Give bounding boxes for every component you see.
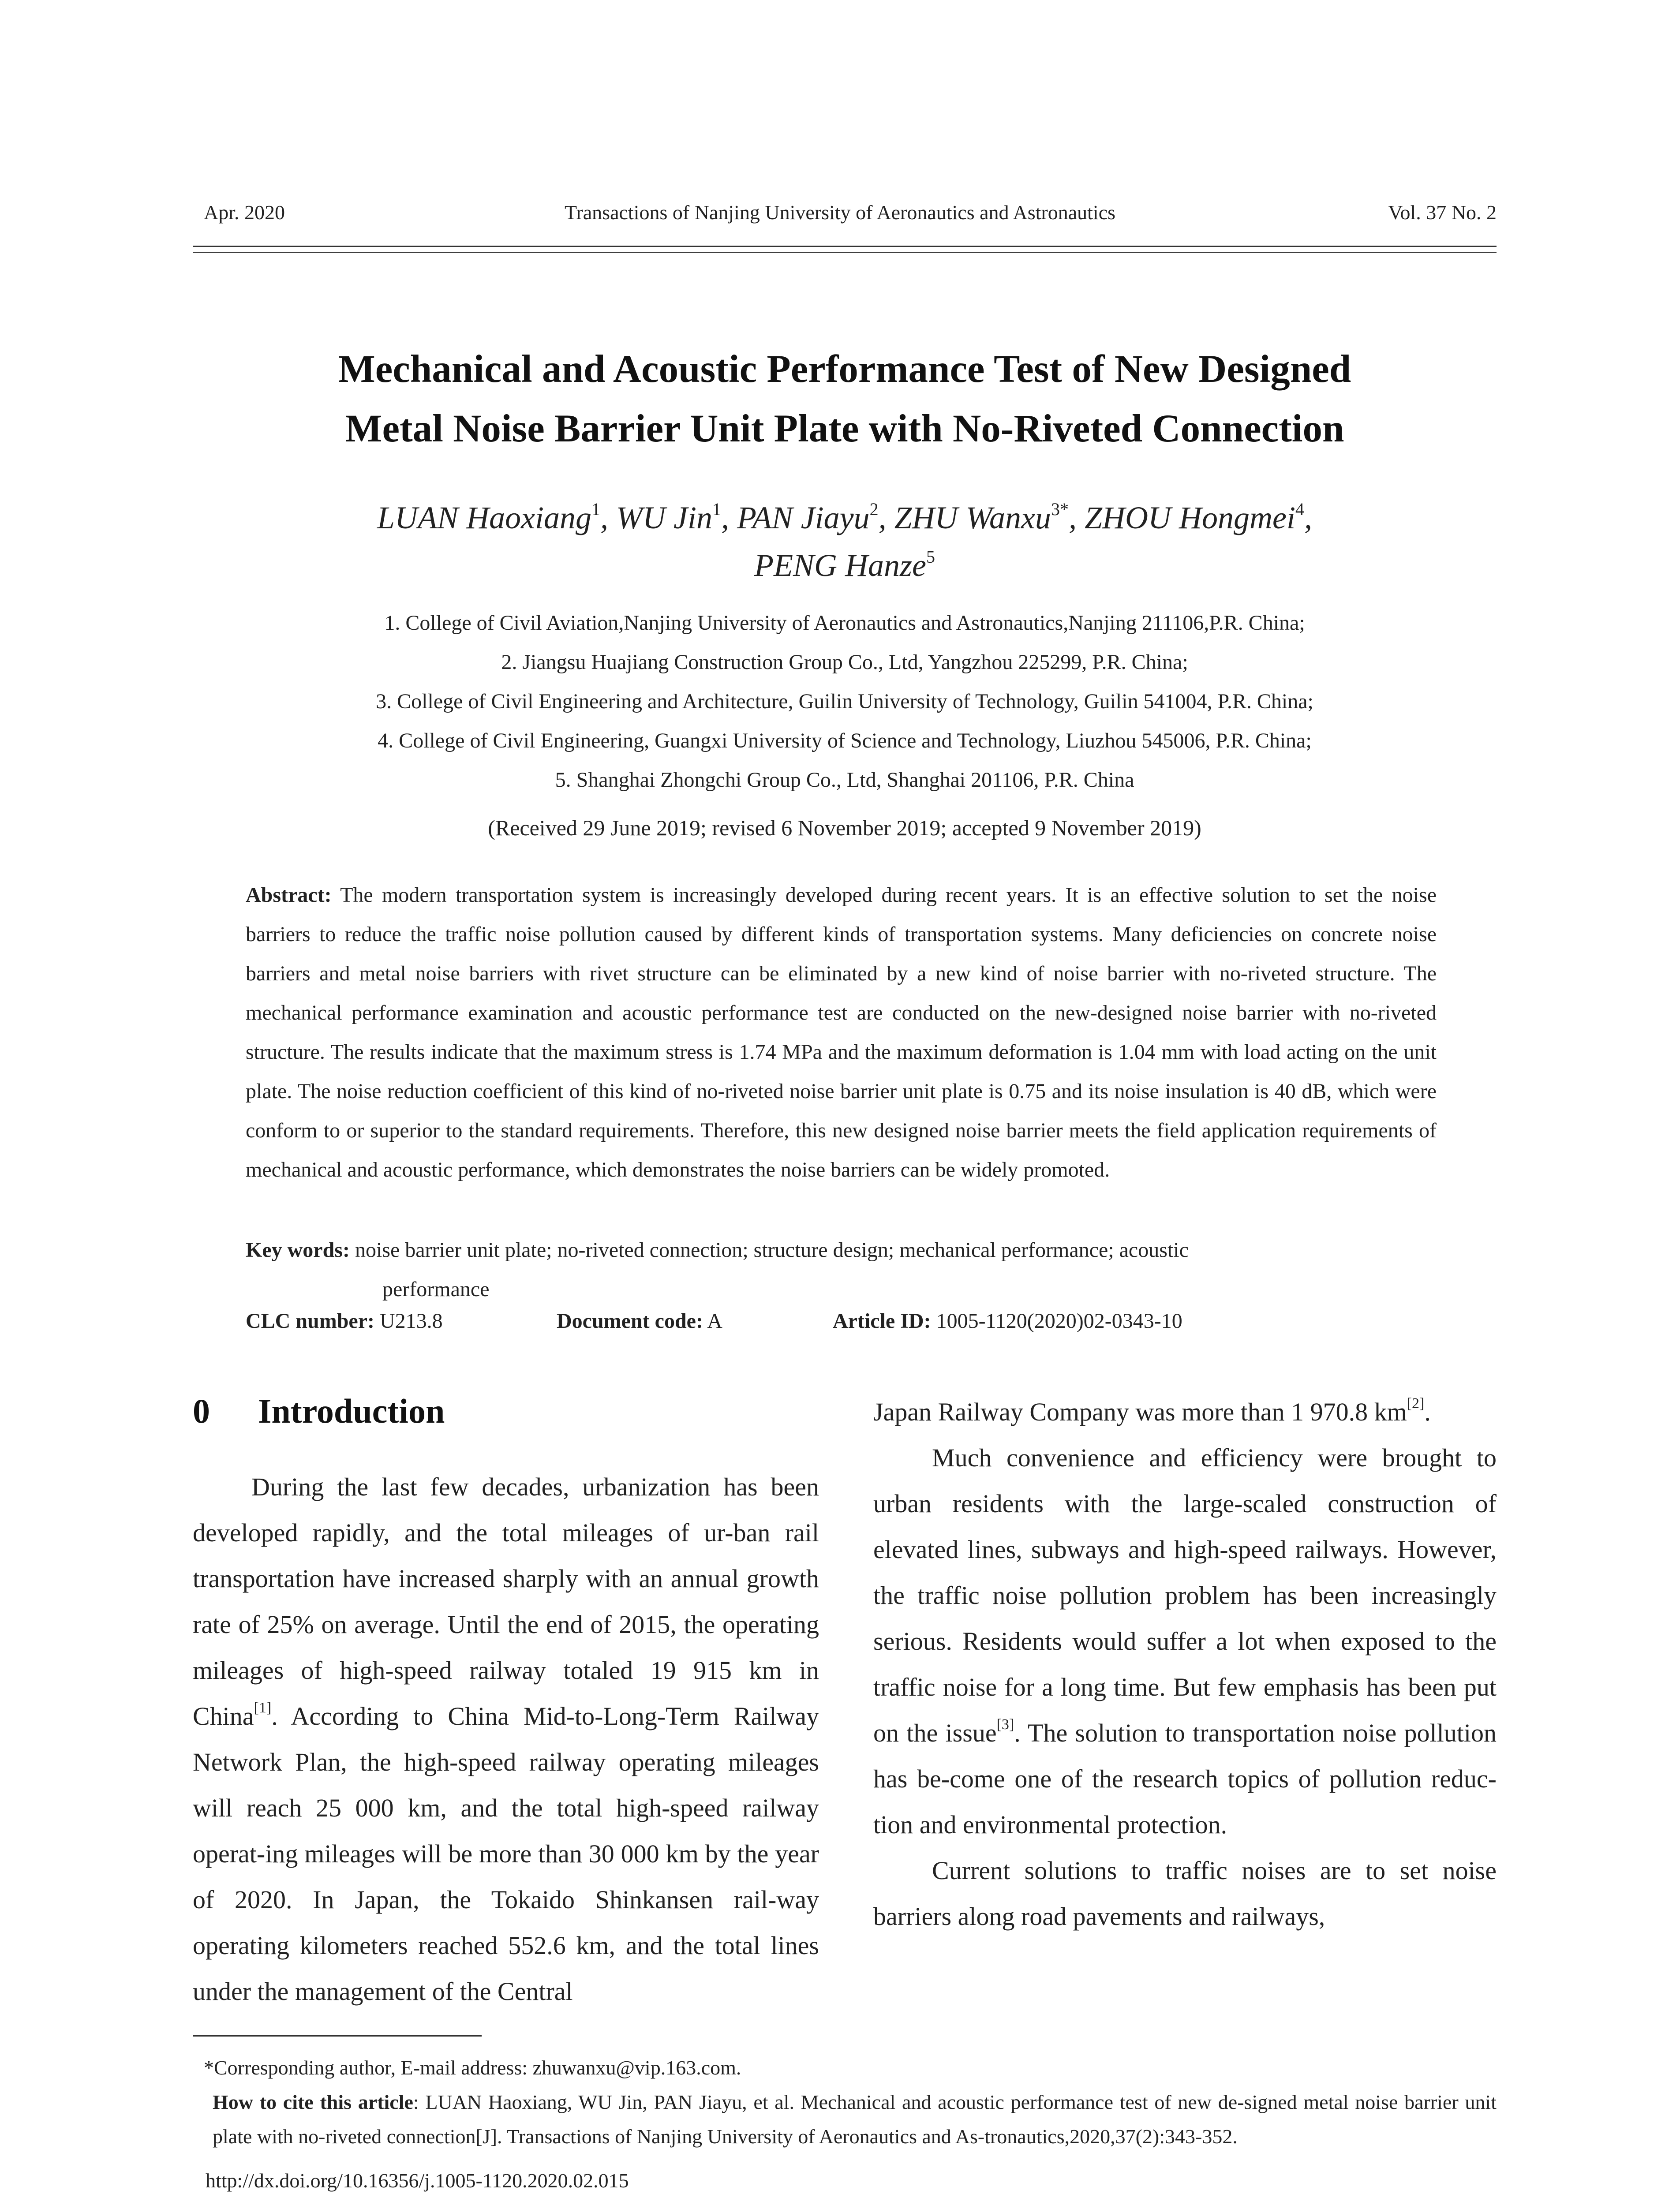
- paragraph: Current solutions to traffic noises are to set noise barriers along road pavements and railways,: [873, 1856, 1497, 1931]
- running-header-journal: Transactions of Nanjing University of Aeronautics and Astronautics: [564, 201, 1116, 224]
- body-column-left: [193, 1464, 819, 2014]
- citation-note: [204, 2085, 1497, 2154]
- abstract-text: The modern transportation system is increasingly developed during recent years. It is an effective solution to set the noise barriers to reduce the traffic noise pollution caused by different kinds of transportation systems. Many deficiencies on concrete noise barriers and metal noise barriers with rivet structure can be eliminated by a new kind of noise barrier with no-riveted structure. The mechanical performance examination and acoustic performance test are conducted on the new-designed noise barrier with no-riveted structure. The results indicate that the maximum stress is 1.74 MPa and the maximum deformation is 1.04 mm with load acting on the unit plate. The noise reduction coefficient of this kind of no-riveted noise barrier unit plate is 0.75 and its noise insulation is 40 dB, which were conform to or superior to the standard requirements. Therefore, this new designed noise barrier meets the field application requirements of mechanical and acoustic performance, which demonstrates the noise barriers can be widely promoted.: [246, 883, 1437, 1181]
- author-affil-mark: 5: [926, 547, 935, 567]
- paragraph-text: Japan Railway Company was more than 1 970.8 km: [873, 1398, 1407, 1426]
- paragraph: [873, 1435, 1497, 1848]
- title-line-2: Metal Noise Barrier Unit Plate with No-Riveted Connection: [345, 407, 1344, 450]
- author-affil-mark: 3*: [1051, 499, 1069, 519]
- article-id: [833, 1309, 1182, 1333]
- header-rule-top: [193, 246, 1497, 247]
- article-id-label: Article ID:: [833, 1309, 931, 1333]
- document-code-value: A: [707, 1309, 722, 1333]
- keywords-text-continued: performance: [382, 1278, 490, 1301]
- section-title: Introduction: [258, 1392, 445, 1430]
- author-name: ZHOU Hongmei: [1084, 500, 1295, 535]
- paragraph-text: . According to China Mid-to-Long-Term Railway Network Plan, the high-speed railway operating mileages will reach 25 000 km, and the total high-speed railway operat-ing mileages will be more than 30 000 km by the year of 2020. In Japan, the Tokaido Shinkansen rail-way operating kilometers reached 552.6 km, and the total lines under the management of the Central: [193, 1702, 819, 2006]
- citation-ref[interactable]: [1]: [254, 1700, 272, 1716]
- affiliation-item: 2. Jiangsu Huajiang Construction Group Co., Ltd, Yangzhou 225299, P.R. China;: [501, 650, 1188, 674]
- author-name: PAN Jiayu: [737, 500, 870, 535]
- affiliation-item: 3. College of Civil Engineering and Architecture, Guilin University of Technology, Guilin 541004, P.R. China;: [376, 690, 1313, 713]
- citation-ref[interactable]: [3]: [996, 1716, 1014, 1733]
- affiliation-item: 5. Shanghai Zhongchi Group Co., Ltd, Shanghai 201106, P.R. China: [555, 768, 1134, 792]
- paragraph-text: . The solution to transportation noise pollution has be-come one of the research topics of pollution reduc-tion and environmental protection.: [873, 1719, 1497, 1839]
- keywords-label: Key words:: [246, 1238, 350, 1262]
- title-line-1: Mechanical and Acoustic Performance Test of New Designed: [338, 348, 1351, 391]
- corresponding-author-note: *Corresponding author, E-mail address: zhuwanxu@vip.163.com.: [204, 2056, 741, 2079]
- clc-label: CLC number:: [246, 1309, 375, 1333]
- author-name: LUAN Haoxiang: [377, 500, 592, 535]
- paragraph: [873, 1389, 1497, 1435]
- author-name: WU Jin: [616, 500, 712, 535]
- author-affil-mark: 1: [591, 499, 601, 519]
- affiliation-item: 4. College of Civil Engineering, Guangxi University of Science and Technology, Liuzhou 545006, P.R. China;: [378, 729, 1312, 752]
- author-list: LUAN Haoxiang$^1$, WU Jin$^1$, PAN Jiayu$^2$, ZHU Wanxu$^{3*}$, ZHOU Hongmei$^4$, PENG Hanze$^5$: [377, 499, 1312, 583]
- author-affil-mark: 1: [712, 499, 721, 519]
- citation-label: How to cite this article: [213, 2091, 413, 2113]
- author-affil-mark: 4: [1295, 499, 1304, 519]
- running-header-volume: Vol. 37 No. 2: [1388, 201, 1497, 224]
- footnote-rule: [193, 2035, 482, 2037]
- paragraph-text: During the last few decades, urbanization has been developed rapidly, and the total mileages of ur-ban rail transportation have increased sharply with an annual growth rate of 25% on average. Until the end of 2015, the operating mileages of high-speed railway totaled 19 915 km in China: [193, 1472, 819, 1730]
- received-dates: (Received 29 June 2019; revised 6 November 2019; accepted 9 November 2019): [488, 815, 1201, 840]
- section-number: 0: [193, 1392, 210, 1430]
- citation-ref[interactable]: [2]: [1407, 1395, 1425, 1412]
- header-rule-bottom: [193, 252, 1497, 253]
- section-heading: [193, 1391, 445, 1431]
- body-column-right: [873, 1389, 1497, 1940]
- footnotes: [204, 2051, 1497, 2198]
- doi-link[interactable]: http://dx.doi.org/10.16356/j.1005-1120.2020.02.015: [206, 2169, 629, 2192]
- clc-number: [246, 1309, 443, 1333]
- affiliation-list: [193, 603, 1497, 800]
- author-name: PENG Hanze: [754, 548, 926, 583]
- article-id-value: 1005-1120(2020)02-0343-10: [936, 1309, 1182, 1333]
- citation-text: : LUAN Haoxiang, WU Jin, PAN Jiayu, et al. Mechanical and acoustic performance test of new de-signed metal noise barrier unit plate with no-riveted connection[J]. Transactions of Nanjing University of Aeronautics and As-tronautics,2020,37(2):343-352.: [213, 2091, 1497, 2148]
- abstract: [246, 875, 1437, 1189]
- document-code-label: Document code:: [557, 1309, 703, 1333]
- paragraph-text: .: [1424, 1398, 1431, 1426]
- document-code: [557, 1309, 722, 1333]
- clc-value: U213.8: [380, 1309, 443, 1333]
- author-name: ZHU Wanxu: [894, 500, 1051, 535]
- paper-title: [193, 340, 1497, 459]
- running-header-date: Apr. 2020: [204, 201, 285, 224]
- keywords: [246, 1230, 1437, 1309]
- paragraph-text: Much convenience and efficiency were brought to urban residents with the large-scaled construction of elevated lines, subways and high-speed railways. However, the traffic noise pollution problem has been increasingly serious. Residents would suffer a lot when exposed to the traffic noise for a long time. But few emphasis has been put on the issue: [873, 1443, 1497, 1747]
- affiliation-item: 1. College of Civil Aviation,Nanjing University of Aeronautics and Astronautics,Nanjing 211106,P.R. China;: [384, 611, 1305, 635]
- author-affil-mark: 2: [869, 499, 879, 519]
- keywords-text: noise barrier unit plate; no-riveted connection; structure design; mechanical performance; acoustic: [355, 1238, 1189, 1262]
- abstract-label: Abstract:: [246, 883, 332, 907]
- paragraph: [193, 1464, 819, 2014]
